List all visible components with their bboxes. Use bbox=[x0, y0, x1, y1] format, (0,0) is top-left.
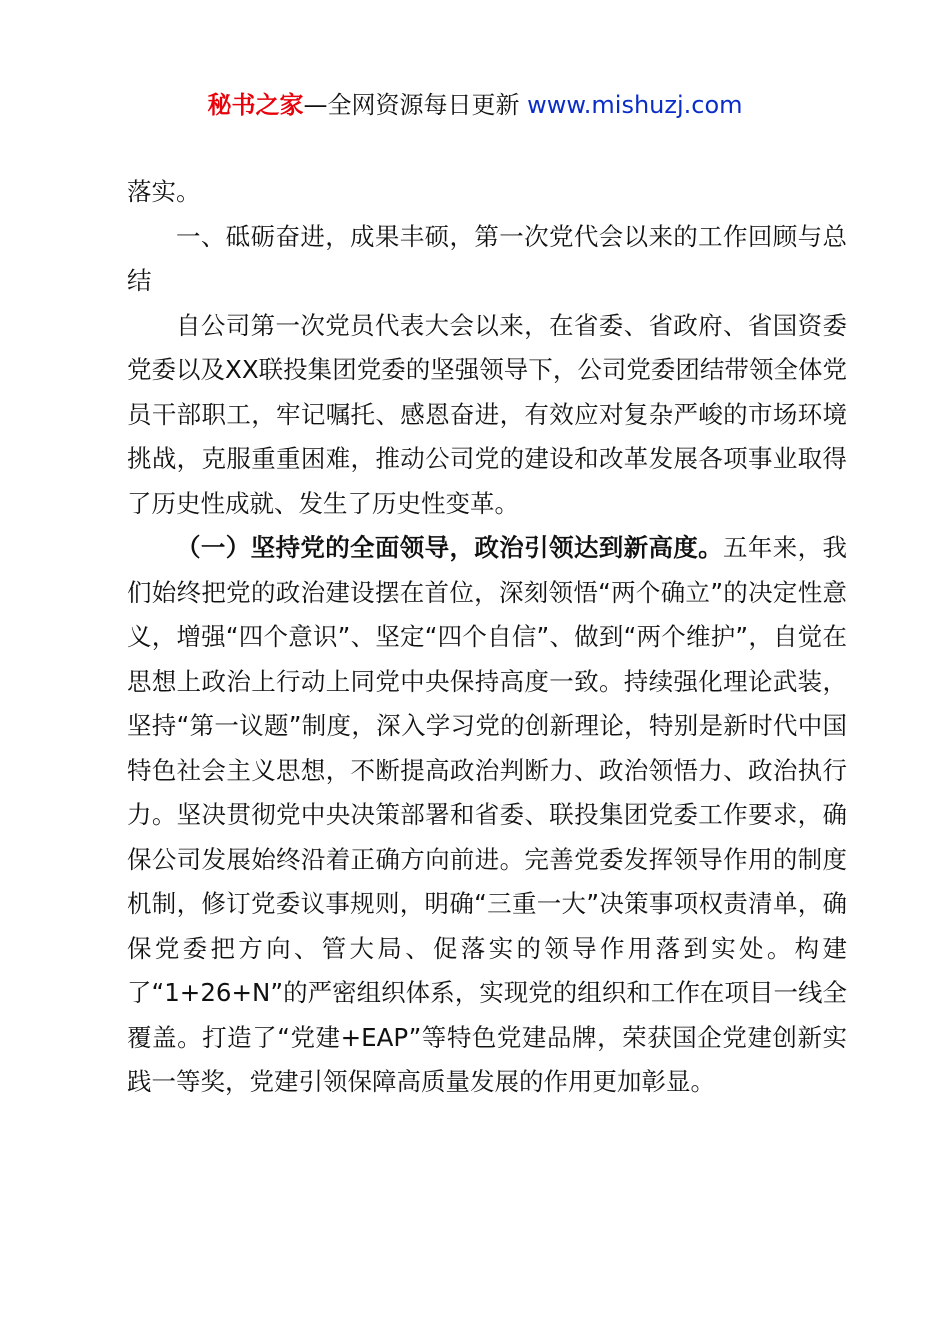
header-tagline: —全网资源每日更新 bbox=[303, 91, 528, 119]
site-url-link[interactable]: www.mishuzj.com bbox=[527, 91, 743, 119]
subsection-heading: （一）坚持党的全面领导，政治引领达到新高度。 bbox=[176, 533, 724, 562]
paragraph-intro: 自公司第一次党员代表大会以来，在省委、省政府、省国资委党委以及XX联投集团党委的坚强领导下，公司党委团结带领全体党员干部职工，牢记嘱托、感恩奋进，有效应对复杂严峻的市场环境挑战，克服重重困难，推动公司党的建设和改革发展各项事业取得了历史性成就、发生了历史性变革。 bbox=[127, 310, 847, 518]
subsection-text: 五年来，我们始终把党的政治建设摆在首位，深刻领悟“两个确立”的决定性意义，增强“四个意识”、坚定“四个自信”、做到“两个维护”，自觉在思想上政治上行动上同党中央保持高度一致。持续强化理论武装，坚持“第一议题”制度，深入学习党的创新理论，特别是新时代中国特色社会主义思想，不断提高政治判断力、政治领悟力、政治执行力。坚决贯彻党中央决策部署和省委、联投集团党委工作要求，确保公司发展始终沿着正确方向前进。完善党委发挥领导作用的制度机制，修订党委议事规则，明确“三重一大”决策事项权责清单，确保党委把方向、管大局、促落实的领导作用落到实处。构建了“1+26+N”的严密组织体系，实现党的组织和工作在项目一线全覆盖。打造了“党建+EAP”等特色党建品牌，荣获国企党建创新实践一等奖，党建引领保障高质量发展的作用更加彰显。 bbox=[127, 533, 848, 1096]
section-heading: 一、砥砺奋进，成果丰硕，第一次党代会以来的工作回顾与总结 bbox=[127, 221, 847, 295]
paragraph-continuation: 落实。 bbox=[127, 177, 201, 206]
site-header bbox=[0, 88, 950, 122]
paragraph-party-leadership bbox=[127, 526, 847, 1105]
brand-name: 秘书之家 bbox=[207, 91, 304, 119]
document-body bbox=[127, 170, 847, 1105]
